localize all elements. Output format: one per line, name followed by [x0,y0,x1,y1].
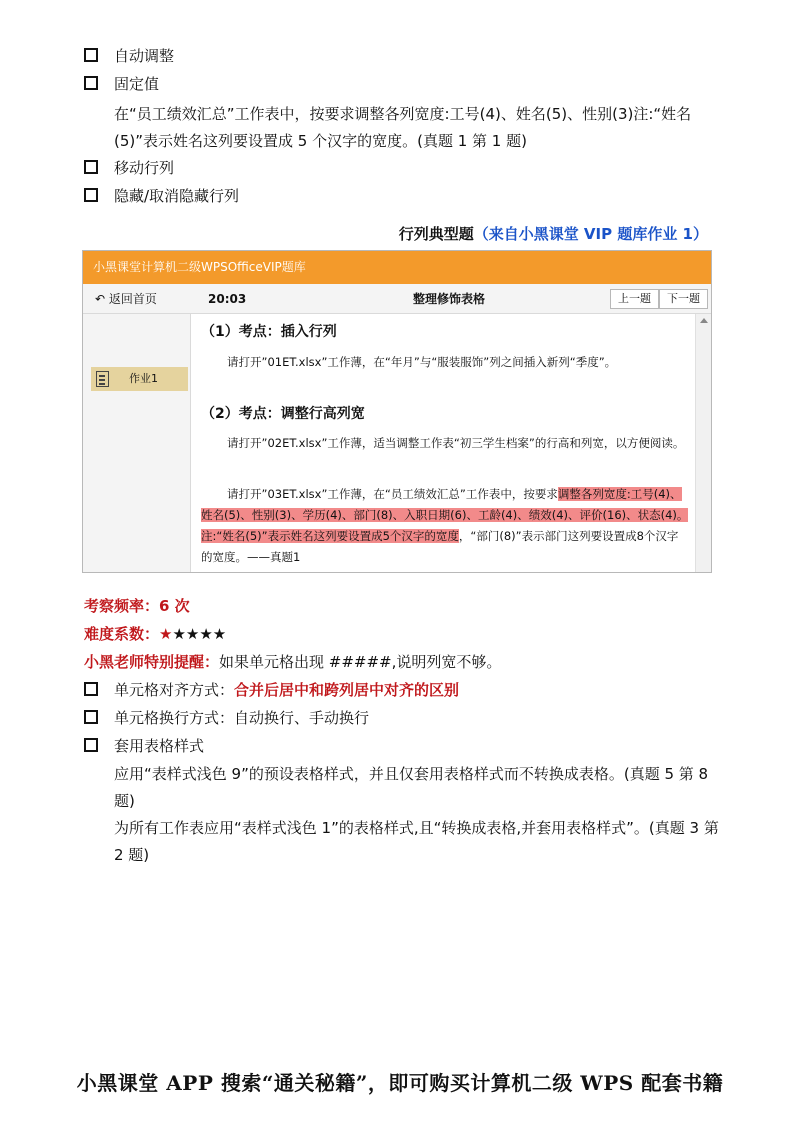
next-question-button[interactable]: 下一题 [659,289,708,309]
app-toolbar [83,284,711,314]
checkbox-cell-alignment[interactable] [84,682,98,696]
sidebar-item-label: 作业1 [129,372,158,385]
document-icon [96,371,109,387]
cell-alignment-label: 单元格对齐方式： [114,681,235,699]
checkbox-hide-rows[interactable] [84,188,98,202]
exercise-content [191,314,695,572]
difficulty-stars-black: ★★★★ [172,625,227,643]
option-cell-wrap: 单元格换行方式：自动换行、手动换行 [114,709,370,727]
content-scrollbar[interactable] [695,314,711,572]
exam-frequency-value: 6 次 [159,597,190,615]
checkbox-table-style[interactable] [84,738,98,752]
topic-text-column-width [201,484,689,568]
teacher-tip [84,651,740,673]
footer-banner: 小黑课堂 APP 搜索“通关秘籍”，即可购买计算机二级 WPS 配套书籍 [76,1071,724,1095]
section-title-source: （来自小黑课堂 VIP 题库作业 1） [473,225,708,243]
section-title [399,222,708,246]
option-table-style: 套用表格样式 [114,737,205,755]
option-hide-rows: 隐藏/取消隐藏行列 [114,187,240,205]
table-style-note-2: 为所有工作表应用“表样式浅色 1”的表格样式,且“转换成表格,并套用表格样式”。(真题 3 第 2 题) [114,819,719,864]
table-style-note-1: 应用“表样式浅色 9”的预设表格样式，并且仅套用表格样式而不转换成表格。(真题 5 第 8 题) [114,765,709,810]
cell-alignment-highlight: 合并后居中和跨列居中对齐的区别 [234,681,460,699]
exam-frequency [84,595,740,617]
checkbox-fixed-value[interactable] [84,76,98,90]
scroll-up-icon[interactable] [700,318,708,323]
app-title-bar: 小黑课堂计算机二级WPSOfficeVIP题库 [83,251,711,284]
section-title-main: 行列典型题 [398,225,474,243]
sidebar-item-homework1[interactable] [91,367,188,391]
checkbox-move-rows[interactable] [84,160,98,174]
app-screenshot [82,250,712,573]
back-home-label: 返回首页 [108,292,157,306]
column-width-text-pre: 请打开”03ET.xlsx”工作薄，在“员工绩效汇总”工作表中，按要求 [227,487,558,501]
option-cell-alignment [114,679,459,701]
topic-text-insert: 请打开”01ET.xlsx”工作薄，在“年月”与“服装服饰”列之间插入新列“季度”。 [227,355,617,369]
topic-heading-insert: （1）考点：插入行列 [201,324,337,340]
option-move-rows: 移动行列 [114,159,175,177]
prev-question-button[interactable]: 上一题 [610,289,659,309]
topic-heading-resize: （2）考点：调整行高列宽 [201,406,365,422]
fixed-value-note: 在“员工绩效汇总”工作表中，按要求调整各列宽度:工号(4)、姓名(5)、性别(3)注:“姓名(5)”表示姓名这列要设置成 5 个汉字的宽度。(真题 1 第 1 题) [114,105,692,150]
checkbox-autofit[interactable] [84,48,98,62]
back-arrow-icon: ↶ [95,292,106,306]
topic-text-resize: 请打开”02ET.xlsx”工作薄，适当调整工作表“初三学生档案”的行高和列宽，以方便阅读。 [227,436,685,450]
column-width-text-post: ，“部门(8)”表示部门这列要设置成8个汉字的宽度。——真题1 [201,529,679,564]
option-fixed-value: 固定值 [114,75,160,93]
app-sidebar [83,314,191,572]
teacher-tip-label: 小黑老师特别提醒： [84,653,220,671]
time-display: 20:03 [208,292,247,306]
column-width-highlight: 调整各列宽度:工号(4)、姓名(5)、性别(3)、学历(4)、部门(8)、入职日期(6)、工龄(4)、绩效(4)、评价(16)、状态(4)。注:“姓名(5)”表示姓名这列要设置成5个汉字的宽度 [201,487,689,543]
exam-frequency-label: 考察频率： [84,597,160,615]
teacher-tip-text: 如果单元格出现 #####,说明列宽不够。 [219,653,502,671]
back-home-button[interactable] [95,290,157,308]
exercise-title: 整理修饰表格 [413,292,486,306]
option-autofit: 自动调整 [114,47,175,65]
checkbox-cell-wrap[interactable] [84,710,98,724]
difficulty-star-red: ★ [159,625,173,643]
difficulty-rating [84,623,740,645]
difficulty-label: 难度系数： [84,625,160,643]
